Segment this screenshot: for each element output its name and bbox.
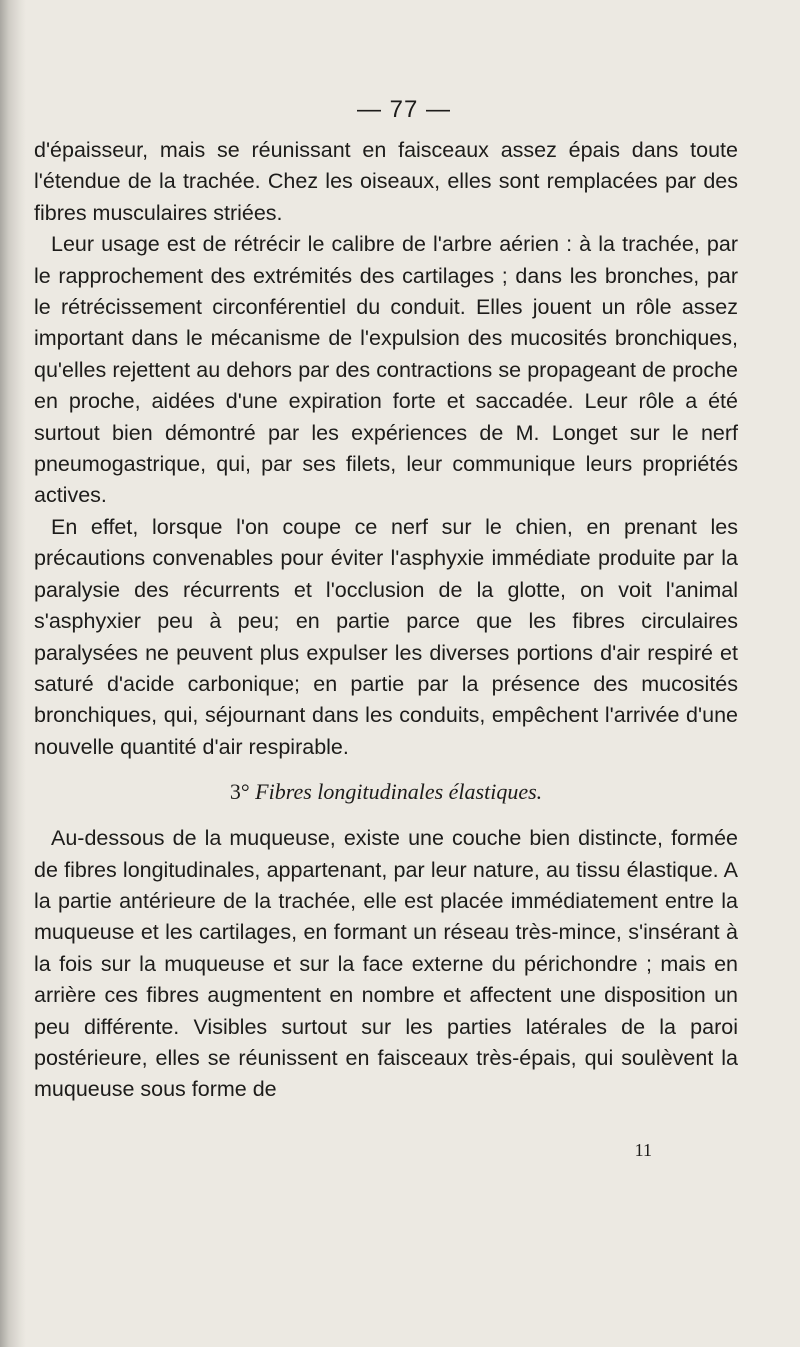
book-page bbox=[34, 0, 774, 1347]
page-binding-shadow bbox=[0, 0, 26, 1347]
paragraph-continued: d'épaisseur, mais se réunissant en faisceaux assez épais dans toute l'étendue de la trachée. Chez les oiseaux, elles sont remplacées par des fibres musculaires striées. bbox=[34, 138, 738, 225]
paragraph-usage: Leur usage est de rétrécir le calibre de l'arbre aérien : à la trachée, par le rapprochement des extrémités des cartilages ; dans les bronches, par le rétrécissement circonférentiel du conduit. Elles jouent un rôle assez important dans le mécanisme de l'expulsion des mucosités bronchiques, qu'elles rejettent au dehors par des contractions se propageant de proche en proche, aidées d'une expiration forte et saccadée. Leur rôle a été surtout bien démontré par les expériences de M. Longet sur le nerf pneumogastrique, qui, par ses filets, leur communique leurs propriétés actives. bbox=[34, 232, 738, 508]
page-body bbox=[34, 135, 738, 1106]
section-title: Fibres longitudinales élastiques. bbox=[255, 779, 543, 805]
paragraph-effect: En effet, lorsque l'on coupe ce nerf sur le chien, en prenant les précautions convenables pour éviter l'asphyxie immédiate produite par la paralysie des récurrents et l'occlusion de la glotte, on voit l'animal s'asphyxier peu à peu; en partie parce que les fibres circulaires paralysées ne peuvent plus expulser les diverses portions d'air respiré et saturé d'acide carbonique; en partie par la présence des mucosités bronchiques, qui, séjournant dans les conduits, empêchent l'arrivée d'une nouvelle quantité d'air respirable. bbox=[34, 514, 738, 759]
section-number: 3° bbox=[229, 779, 250, 805]
page-number: — 77 — bbox=[356, 96, 452, 123]
paragraph-elastic-fibres: Au-dessous de la muqueuse, existe une couche bien distincte, formée de fibres longitudinales, appartenant, par leur nature, au tissu élastique. A la partie antérieure de la trachée, elle est placée immédiatement entre la muqueuse et les cartilages, en formant un réseau très-mince, s'insérant à la fois sur la muqueuse et sur la face externe du périchondre ; mais en arrière ces fibres augmentent en nombre et affectent une disposition un peu différente. Visibles surtout sur les parties latérales de la paroi postérieure, elles se réunissent en faisceaux très-épais, qui soulèvent la muqueuse sous forme de bbox=[34, 826, 738, 1102]
signature-mark: 11 bbox=[634, 1140, 652, 1160]
section-heading bbox=[34, 777, 738, 807]
